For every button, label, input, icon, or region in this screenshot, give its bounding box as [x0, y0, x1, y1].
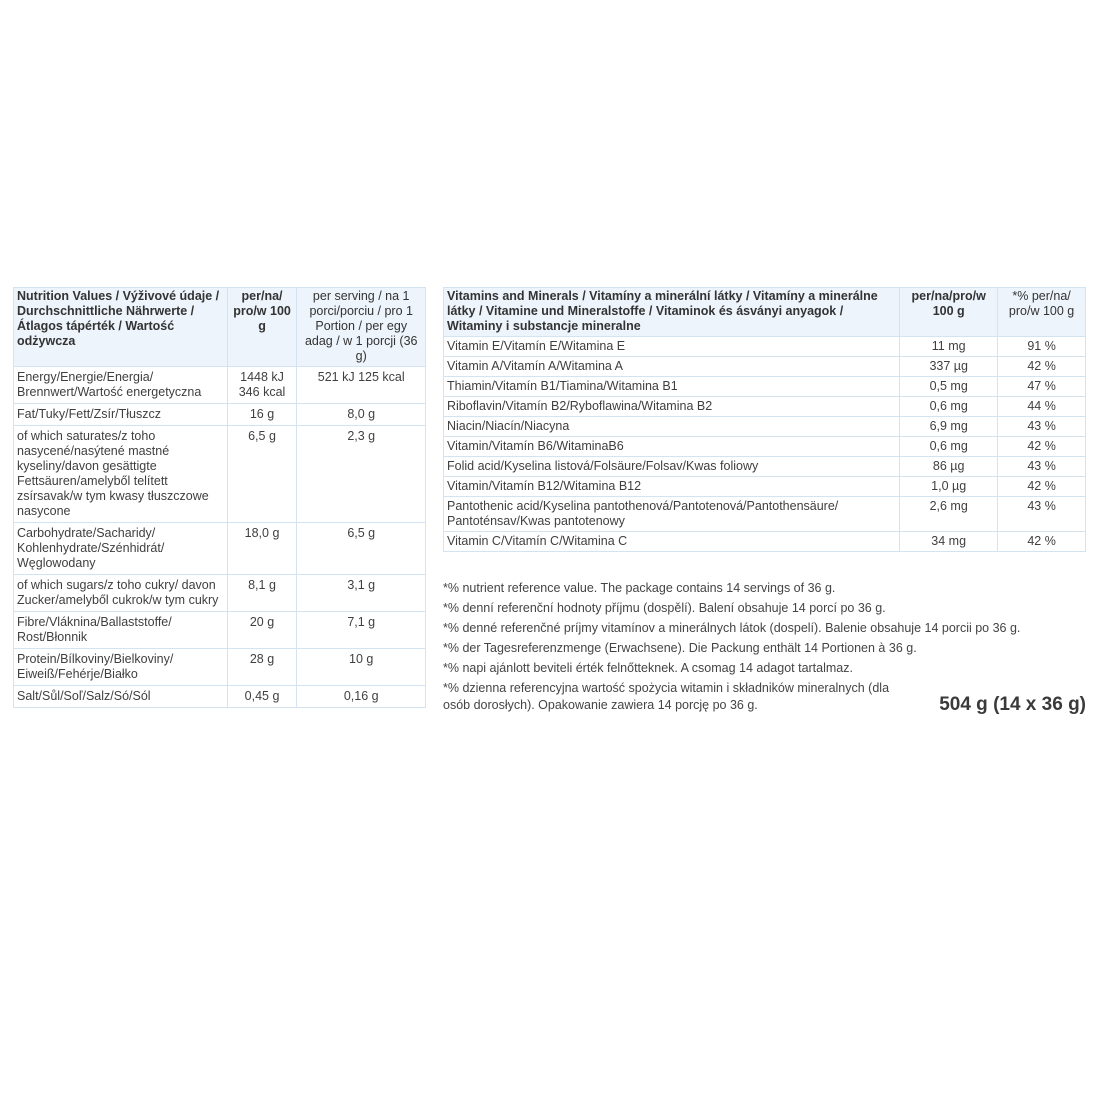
- table-row: [14, 426, 426, 523]
- table-row: [14, 523, 426, 575]
- note-pl: *% dzienna referencyjna wartość spożycia witamin i składników mineralnych (dla osób dorosłych). Opakowanie zawiera 14 porcję po 36 g.: [443, 681, 890, 712]
- vitamin-per100: 1,0 µg: [900, 477, 998, 497]
- note-hu: *% napi ajánlott beviteli érték felnőtteknek. A csomag 14 adagot tartalmaz.: [443, 661, 853, 675]
- table-row: [444, 397, 1086, 417]
- nutrient-name: Salt/Sůl/Soľ/Salz/Só/Sól: [14, 686, 228, 708]
- table-row: [14, 575, 426, 612]
- table-row: [444, 417, 1086, 437]
- vitamin-per100: 2,6 mg: [900, 497, 998, 532]
- table-row: [444, 337, 1086, 357]
- nutrient-name: Fibre/Vláknina/Ballaststoffe/ Rost/Błonnik: [14, 612, 228, 649]
- vitamin-name: Vitamin E/Vitamín E/Witamina E: [444, 337, 900, 357]
- table-row: [14, 649, 426, 686]
- vitamin-name: Vitamin/Vitamín B6/WitaminaB6: [444, 437, 900, 457]
- vitamin-name: Niacin/Niacín/Niacyna: [444, 417, 900, 437]
- reference-notes: [443, 578, 1020, 714]
- vitamin-name: Thiamin/Vitamín B1/Tiamina/Witamina B1: [444, 377, 900, 397]
- vitamin-per100: 6,9 mg: [900, 417, 998, 437]
- vitamin-per100: 86 µg: [900, 457, 998, 477]
- vitamin-per100: 337 µg: [900, 357, 998, 377]
- vitamin-name: Riboflavin/Vitamín B2/Ryboflawina/Witamina B2: [444, 397, 900, 417]
- nutrient-per100: 1448 kJ 346 kcal: [227, 367, 297, 404]
- nutrient-serving: 521 kJ 125 kcal: [297, 367, 426, 404]
- vitamins-header-per100: per/na/pro/w 100 g: [900, 288, 998, 337]
- nutrient-serving: 2,3 g: [297, 426, 426, 523]
- vitamin-nrv: 42 %: [998, 437, 1086, 457]
- nutrition-header-serving: per serving / na 1 porci/porciu / pro 1 Portion / per egy adag / w 1 porcji (36 g): [297, 288, 426, 367]
- nutrition-header-name: Nutrition Values / Výživové údaje / Durchschnittliche Nährwerte / Átlagos tápérték / Wartość odżywcza: [14, 288, 228, 367]
- vitamin-name: Vitamin A/Vitamín A/Witamina A: [444, 357, 900, 377]
- vitamin-nrv: 42 %: [998, 477, 1086, 497]
- vitamin-nrv: 44 %: [998, 397, 1086, 417]
- nutrient-serving: 7,1 g: [297, 612, 426, 649]
- vitamin-name: Vitamin/Vitamín B12/Witamina B12: [444, 477, 900, 497]
- nutrient-name: Fat/Tuky/Fett/Zsír/Tłuszcz: [14, 404, 228, 426]
- table-row: [444, 457, 1086, 477]
- nutrient-name: Energy/Energie/Energia/ Brennwert/Wartość energetyczna: [14, 367, 228, 404]
- vitamin-name: Folid acid/Kyselina listová/Folsäure/Folsav/Kwas foliowy: [444, 457, 900, 477]
- table-row: [14, 367, 426, 404]
- nutrient-per100: 28 g: [227, 649, 297, 686]
- nutrient-serving: 8,0 g: [297, 404, 426, 426]
- table-row: [14, 686, 426, 708]
- nutrient-name: Protein/Bílkoviny/Bielkoviny/ Eiweiß/Fehérje/Białko: [14, 649, 228, 686]
- vitamins-header-name: Vitamins and Minerals / Vitamíny a minerální látky / Vitamíny a minerálne látky / Vitamine und Mineralstoffe / Vitaminok és ásványi anyagok / Witaminy i substancje mineralne: [444, 288, 900, 337]
- vitamin-name: Pantothenic acid/Kyselina pantothenová/Pantotenová/Pantothensäure/ Pantoténsav/Kwas pantotenowy: [444, 497, 900, 532]
- vitamins-header-nrv: *% per/na/ pro/w 100 g: [998, 288, 1086, 337]
- vitamin-nrv: 43 %: [998, 497, 1086, 532]
- vitamin-nrv: 47 %: [998, 377, 1086, 397]
- nutrient-per100: 6,5 g: [227, 426, 297, 523]
- vitamin-per100: 0,5 mg: [900, 377, 998, 397]
- vitamin-name: Vitamin C/Vitamín C/Witamina C: [444, 532, 900, 552]
- table-row: [444, 437, 1086, 457]
- nutrient-name: of which sugars/z toho cukry/ davon Zucker/amelyből cukrok/w tym cukry: [14, 575, 228, 612]
- note-en: *% nutrient reference value. The package contains 14 servings of 36 g.: [443, 581, 836, 595]
- nutrient-per100: 16 g: [227, 404, 297, 426]
- nutrient-per100: 8,1 g: [227, 575, 297, 612]
- note-de: *% der Tagesreferenzmenge (Erwachsene). Die Packung enthält 14 Portionen à 36 g.: [443, 641, 917, 655]
- vitamin-nrv: 43 %: [998, 417, 1086, 437]
- vitamins-table: [443, 287, 1086, 552]
- vitamin-per100: 34 mg: [900, 532, 998, 552]
- table-row: [14, 612, 426, 649]
- nutrient-serving: 10 g: [297, 649, 426, 686]
- vitamin-nrv: 43 %: [998, 457, 1086, 477]
- vitamin-per100: 0,6 mg: [900, 437, 998, 457]
- note-sk: *% denné referenčné príjmy vitamínov a minerálnych látok (dospelí). Balenie obsahuje 14 porcii po 36 g.: [443, 621, 1021, 635]
- vitamin-nrv: 42 %: [998, 357, 1086, 377]
- nutrient-serving: 3,1 g: [297, 575, 426, 612]
- table-row: [14, 404, 426, 426]
- nutrition-header-per100: per/na/ pro/w 100 g: [227, 288, 297, 367]
- note-cs: *% denní referenční hodnoty příjmu (dospělí). Balení obsahuje 14 porcí po 36 g.: [443, 601, 886, 615]
- package-weight: 504 g (14 x 36 g): [939, 694, 1086, 715]
- table-row: [444, 477, 1086, 497]
- nutrition-table: [13, 287, 426, 708]
- nutrient-serving: 0,16 g: [297, 686, 426, 708]
- nutrient-per100: 0,45 g: [227, 686, 297, 708]
- table-row: [444, 532, 1086, 552]
- nutrient-per100: 20 g: [227, 612, 297, 649]
- nutrient-name: of which saturates/z toho nasycené/nasýtené mastné kyseliny/davon gesättigte Fettsäuren/amelyből telített zsírsavak/w tym kwasy tłuszczowe nasycone: [14, 426, 228, 523]
- vitamin-per100: 0,6 mg: [900, 397, 998, 417]
- nutrient-serving: 6,5 g: [297, 523, 426, 575]
- vitamin-nrv: 42 %: [998, 532, 1086, 552]
- vitamin-nrv: 91 %: [998, 337, 1086, 357]
- vitamin-per100: 11 mg: [900, 337, 998, 357]
- table-row: [444, 357, 1086, 377]
- nutrient-per100: 18,0 g: [227, 523, 297, 575]
- table-row: [444, 377, 1086, 397]
- nutrient-name: Carbohydrate/Sacharidy/ Kohlenhydrate/Szénhidrát/ Węglowodany: [14, 523, 228, 575]
- table-row: [444, 497, 1086, 532]
